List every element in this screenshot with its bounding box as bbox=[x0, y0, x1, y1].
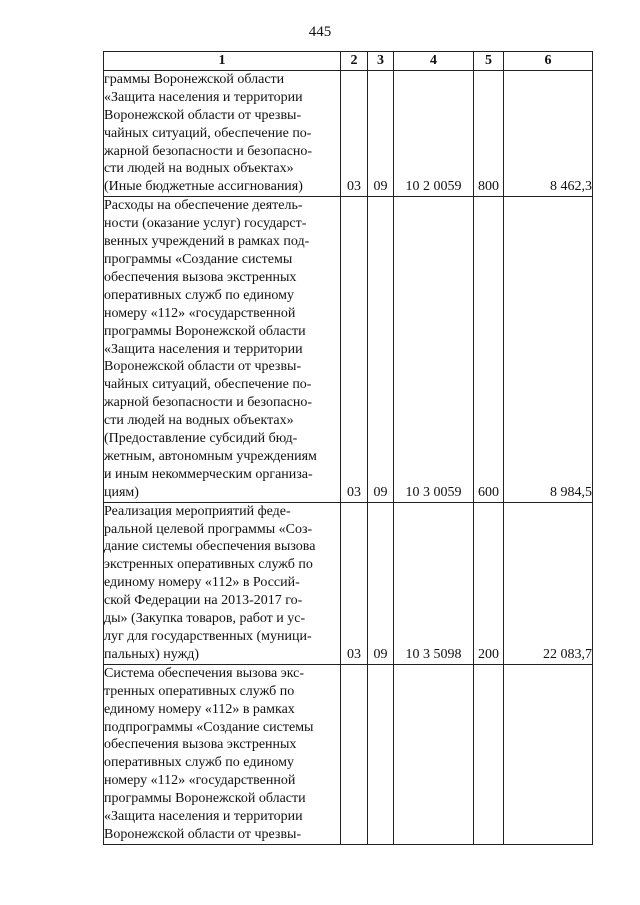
subsection-code: 09 bbox=[368, 70, 394, 196]
table-row bbox=[104, 70, 593, 196]
target-article-code bbox=[394, 664, 474, 844]
description-line: ской Федерации на 2013-2017 го- bbox=[104, 593, 303, 609]
expense-type-code bbox=[474, 664, 504, 844]
description-line: (Предоставление субсидий бюд- bbox=[104, 431, 298, 447]
description-line: «Защита населения и территории bbox=[104, 341, 303, 357]
description-line: подпрограммы «Создание системы bbox=[104, 719, 314, 735]
amount bbox=[504, 664, 593, 844]
description-line: единому номеру «112» в рамках bbox=[104, 701, 295, 717]
description-line: циям) bbox=[104, 484, 139, 500]
table-row bbox=[104, 502, 593, 664]
description-line: ральной целевой программы «Соз- bbox=[104, 521, 313, 537]
description-line: и иным некоммерческим организа- bbox=[104, 466, 313, 482]
description-line: жарной безопасности и безопасно- bbox=[104, 395, 313, 411]
amount: 22 083,7 bbox=[504, 502, 593, 664]
amount: 8 984,5 bbox=[504, 197, 593, 502]
page-number: 445 bbox=[308, 24, 332, 40]
description-line: жарной безопасности и безопасно- bbox=[104, 143, 313, 159]
description-line: (Иные бюджетные ассигнования) bbox=[104, 179, 303, 195]
header-col-4: 4 bbox=[394, 52, 474, 71]
description-line: ды» (Закупка товаров, работ и ус- bbox=[104, 611, 306, 627]
description-line: луг для государственных (муници- bbox=[104, 629, 312, 644]
description-line: номеру «112» «государственной bbox=[104, 773, 296, 789]
description-line: жетным, автономным учреждениям bbox=[104, 448, 317, 464]
table-row bbox=[104, 197, 593, 502]
section-code: 03 bbox=[341, 70, 368, 196]
section-code: 03 bbox=[341, 197, 368, 502]
table-row bbox=[104, 664, 593, 844]
subsection-code: 09 bbox=[368, 197, 394, 502]
table-header-row bbox=[104, 52, 593, 71]
description-line: обеспечения вызова экстренных bbox=[104, 269, 297, 285]
row-description bbox=[104, 70, 341, 196]
description-line: экстренных оперативных служб по bbox=[104, 557, 313, 573]
expense-type-code: 600 bbox=[474, 197, 504, 502]
description-line: пальных) нужд) bbox=[104, 646, 200, 662]
header-col-5: 5 bbox=[474, 52, 504, 71]
row-description bbox=[104, 664, 341, 844]
subsection-code bbox=[368, 664, 394, 844]
header-col-1: 1 bbox=[104, 52, 341, 71]
row-description bbox=[104, 502, 341, 664]
description-line: тренных оперативных служб по bbox=[104, 683, 295, 699]
description-line: чайных ситуаций, обеспечение по- bbox=[104, 377, 312, 393]
description-line: оперативных служб по единому bbox=[104, 755, 295, 771]
row-description bbox=[104, 197, 341, 502]
description-line: дание системы обеспечения вызова bbox=[104, 539, 316, 555]
header-col-3: 3 bbox=[368, 52, 394, 71]
description-line: Воронежской области от чрезвы- bbox=[104, 359, 302, 375]
description-line: Реализация мероприятий феде- bbox=[104, 503, 291, 519]
description-line: граммы Воронежской области bbox=[104, 71, 285, 87]
description-line: программы Воронежской области bbox=[104, 323, 306, 339]
description-line: «Защита населения и территории bbox=[104, 89, 303, 105]
header-col-6: 6 bbox=[504, 52, 593, 71]
budget-table bbox=[103, 51, 593, 845]
description-line: «Защита населения и территории bbox=[104, 809, 303, 825]
description-line: единому номеру «112» в Россий- bbox=[104, 575, 300, 591]
description-line: программы Воронежской области bbox=[104, 791, 306, 807]
description-line: программы «Создание системы bbox=[104, 251, 293, 267]
description-line: сти людей на водных объектах» bbox=[104, 413, 294, 429]
description-line: номеру «112» «государственной bbox=[104, 305, 296, 321]
description-line: Система обеспечения вызова экс- bbox=[104, 665, 305, 681]
target-article-code: 10 3 5098 bbox=[394, 502, 474, 664]
description-line: Воронежской области от чрезвы- bbox=[104, 107, 302, 123]
description-line: венных учреждений в рамках под- bbox=[104, 234, 310, 250]
description-line: обеспечения вызова экстренных bbox=[104, 737, 297, 753]
subsection-code: 09 bbox=[368, 502, 394, 664]
amount: 8 462,3 bbox=[504, 70, 593, 196]
description-line: Воронежской области от чрезвы- bbox=[104, 826, 302, 842]
target-article-code: 10 2 0059 bbox=[394, 70, 474, 196]
expense-type-code: 200 bbox=[474, 502, 504, 664]
description-line: чайных ситуаций, обеспечение по- bbox=[104, 125, 312, 141]
expense-type-code: 800 bbox=[474, 70, 504, 196]
header-col-2: 2 bbox=[341, 52, 368, 71]
target-article-code: 10 3 0059 bbox=[394, 197, 474, 502]
description-line: сти людей на водных объектах» bbox=[104, 161, 294, 177]
description-line: оперативных служб по единому bbox=[104, 287, 295, 303]
description-line: Расходы на обеспечение деятель- bbox=[104, 198, 303, 214]
section-code: 03 bbox=[341, 502, 368, 664]
section-code bbox=[341, 664, 368, 844]
description-line: ности (оказание услуг) государст- bbox=[104, 216, 307, 232]
